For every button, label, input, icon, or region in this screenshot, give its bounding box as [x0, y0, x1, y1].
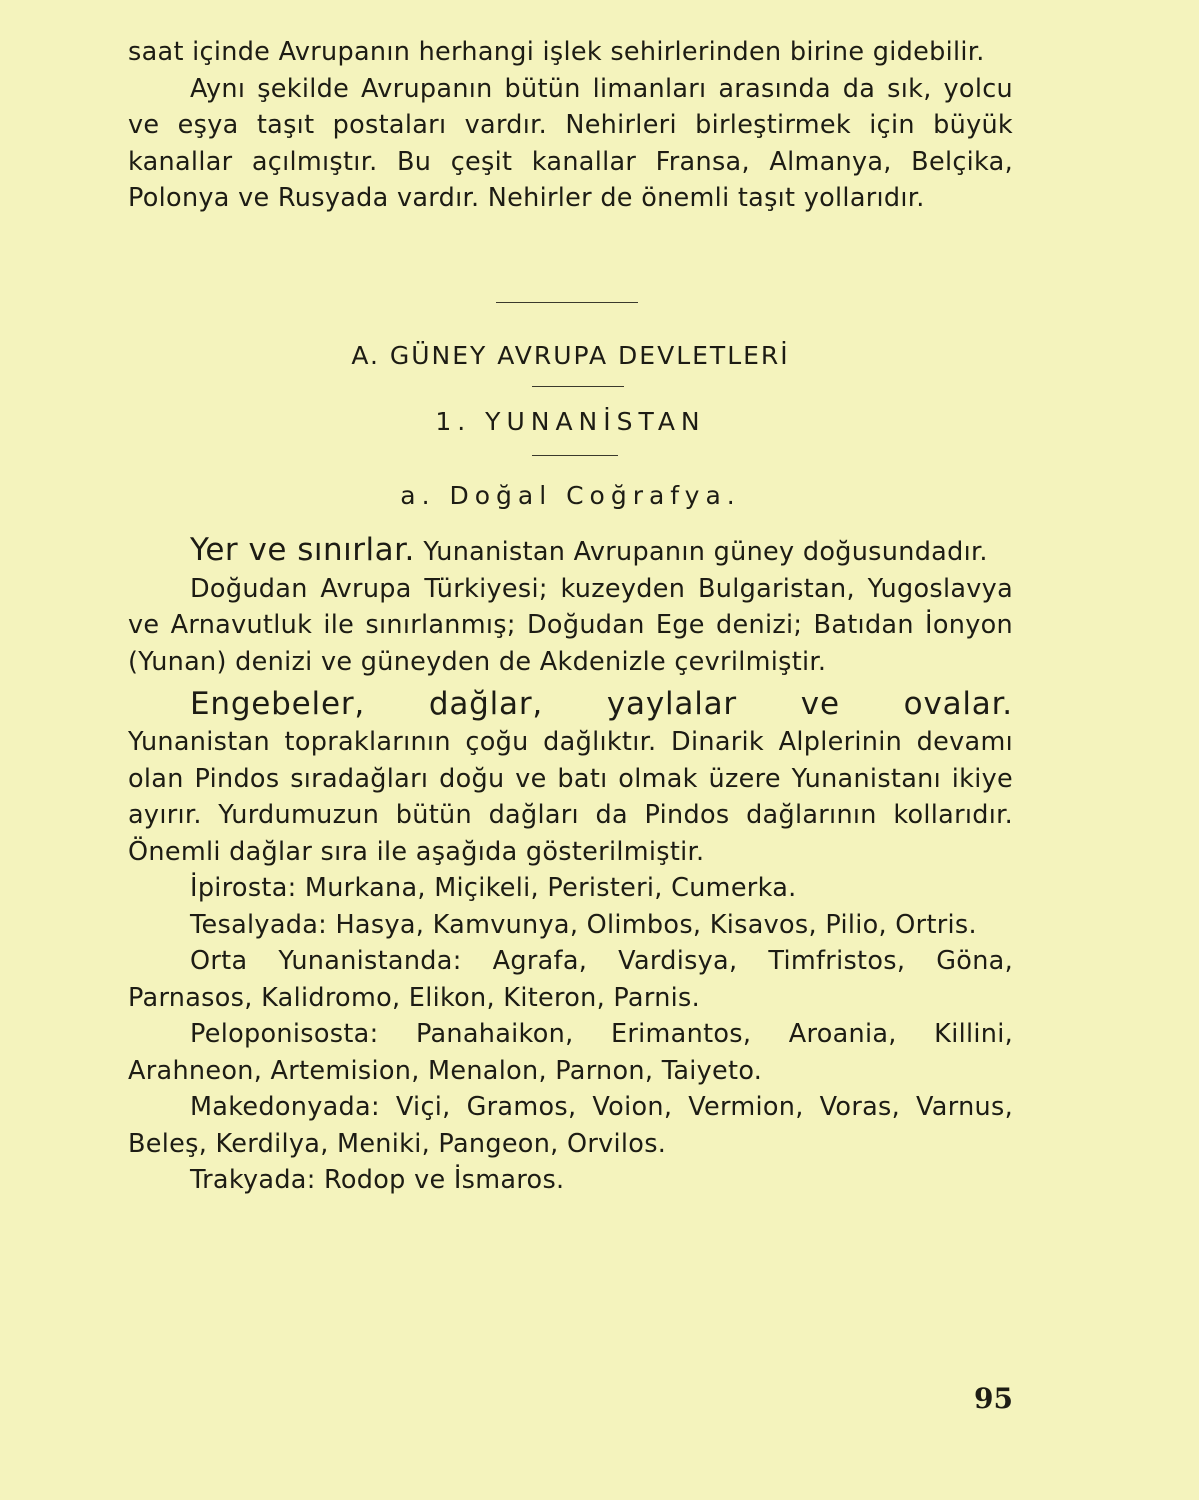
engebeler-word: yaylalar [606, 686, 737, 722]
region-paragraph: Trakyada: Rodop ve İsmaros. [190, 1165, 565, 1195]
engebeler-paragraph: Yunanistan topraklarının çoğu dağlıktır. Dinarik Alplerinin devamı olan Pindos sıradağları doğu ve batı olmak üzere Yunanistanı ikiye ayırır. Yurdumuzun bütün dağları da Pindos dağlarının kollarıdır. Önemli dağlar sıra ile aşağıda gösterilmiştir. [128, 727, 1013, 867]
region-paragraph: Orta Yunanistanda: Agrafa, Vardisya, Timfristos, Göna, Parnasos, Kalidromo, Elikon, Kiteron, Parnis. [128, 946, 1013, 1013]
chapter-title: 1. YUNANİSTAN [435, 407, 706, 436]
borders-paragraph: Doğudan Avrupa Türkiyesi; kuzeyden Bulgaristan, Yugoslavya ve Arnavutluk ile sınırlanmış; Doğudan Ege denizi; Batıdan İonyon (Yunan) denizi ve güneyden de Akdenizle çevrilmiştir. [128, 573, 1013, 677]
divider-rule [496, 302, 638, 303]
yer-lead: Yer ve sınırlar. [190, 532, 415, 568]
region-paragraph: İpirosta: Murkana, Miçikeli, Peristeri, Cumerka. [190, 873, 797, 903]
region-paragraph: Tesalyada: Hasya, Kamvunya, Olimbos, Kisavos, Pilio, Ortris. [190, 909, 977, 940]
engebeler-word: ovalar. [903, 686, 1013, 722]
section-title: A. GÜNEY AVRUPA DEVLETLERİ [351, 341, 790, 370]
yer-text: Yunanistan Avrupanın güney doğusundadır. [423, 537, 988, 567]
subsection-title: a. Doğal Coğrafya. [400, 481, 741, 510]
divider-rule [532, 455, 618, 456]
region-paragraph: Peloponisosta: Panahaikon, Erimantos, Aroania, Killini, Arahneon, Artemision, Menalon, Parnon, Taiyeto. [128, 1019, 1013, 1086]
yer-paragraph [128, 532, 1013, 571]
intro-text [128, 34, 1013, 217]
intro-paragraph-1: saat içinde Avrupanın herhangi işlek sehirlerinden birine gidebilir. [128, 37, 985, 67]
intro-paragraph-2: Aynı şekilde Avrupanın bütün limanları arasında da sık, yolcu ve eşya taşıt postaları vardır. Nehirleri birleştirmek için büyük kanallar açılmıştır. Bu çeşit kanallar Fransa, Almanya, Belçika, Polonya ve Rusyada vardır. Nehirler de önemli taşıt yollarıdır. [128, 73, 1013, 213]
body-text [128, 532, 1013, 1199]
region-paragraph: Makedonyada: Viçi, Gramos, Voion, Vermion, Voras, Varnus, Beleş, Kerdilya, Meniki, Pangeon, Orvilos. [128, 1092, 1013, 1159]
engebeler-word: dağlar, [428, 686, 544, 722]
engebeler-word: Engebeler, [190, 686, 366, 722]
engebeler-word: ve [800, 686, 840, 722]
engebeler-heading [128, 684, 1013, 724]
divider-rule [532, 386, 624, 387]
page-number: 95 [974, 1382, 1013, 1415]
